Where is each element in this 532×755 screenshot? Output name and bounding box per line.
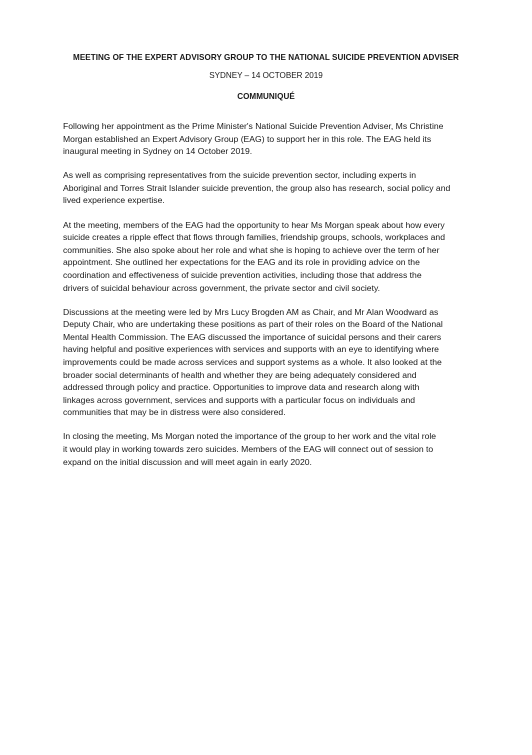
paragraph-line: Morgan established an Expert Advisory Group (EAG) to support her in this role. The EAG held its xyxy=(63,133,432,144)
paragraph xyxy=(63,219,473,295)
paragraph-line: drivers of suicidal behaviour across government, the private sector and civil society. xyxy=(63,282,380,293)
document-subtitle: SYDNEY – 14 OCTOBER 2019 xyxy=(209,71,323,80)
paragraph-line: At the meeting, members of the EAG had the opportunity to hear Ms Morgan speak about how every xyxy=(63,219,445,230)
paragraph-line: expand on the initial discussion and will meet again in early 2020. xyxy=(63,456,312,467)
paragraph-line: lived experience expertise. xyxy=(63,195,165,206)
paragraph-line: it would play in working towards zero suicides. Members of the EAG will connect out of session to xyxy=(63,444,434,455)
paragraph-line: broader social determinants of health and whether they are being adequately considered and xyxy=(63,369,417,380)
paragraph-line: coordination and effectiveness of suicide prevention activities, including those that address the xyxy=(63,269,422,280)
paragraph-line: suicide creates a ripple effect that flows through families, friendship groups, schools, workplaces and xyxy=(63,232,445,243)
paragraph xyxy=(63,120,473,158)
document-heading: COMMUNIQUÉ xyxy=(237,92,295,101)
paragraph-line: In closing the meeting, Ms Morgan noted the importance of the group to her work and the vital role xyxy=(63,431,437,442)
paragraph-line: improvements could be made across services and support systems as a whole. It also looked at the xyxy=(63,357,442,367)
paragraph-line: Deputy Chair, who are undertaking these positions as part of their roles on the Board of the National xyxy=(63,319,443,330)
paragraph-line: appointment. She outlined her expectations for the EAG and its role in providing advice on the xyxy=(63,257,420,268)
paragraph-line: Mental Health Commission. The EAG discussed the importance of suicidal persons and their carers xyxy=(63,331,442,342)
paragraph-line: addressed through policy and practice. Opportunities to improve data and research along with xyxy=(63,382,420,393)
paragraph-line: communities that may be in distress were also considered. xyxy=(63,407,286,418)
paragraph-line: Discussions at the meeting were led by Mrs Lucy Brogden AM as Chair, and Mr Alan Woodward as xyxy=(63,306,439,317)
paragraph-line: inaugural meeting in Sydney on 14 October 2019. xyxy=(63,146,253,157)
paragraph-line: As well as comprising representatives from the suicide prevention sector, including experts in xyxy=(63,170,416,181)
paragraph xyxy=(63,169,473,207)
paragraph-line: linkages across government, services and supports with a particular focus on individuals and xyxy=(63,394,416,405)
document-title: MEETING OF THE EXPERT ADVISORY GROUP TO THE NATIONAL SUICIDE PREVENTION ADVISER xyxy=(73,53,459,62)
paragraph xyxy=(63,430,473,468)
document-body xyxy=(63,120,473,480)
paragraph-line: Following her appointment as the Prime Minister's National Suicide Prevention Adviser, Ms Christine xyxy=(63,121,444,131)
paragraph-line: having helpful and positive experiences with services and supports with an eye to identifying where xyxy=(63,344,439,355)
paragraph-line: communities. She also spoke about her role and what she is hoping to achieve over the term of her xyxy=(63,244,440,255)
paragraph xyxy=(63,306,473,419)
paragraph-line: Aboriginal and Torres Strait Islander suicide prevention, the group also has research, social policy and xyxy=(63,182,451,193)
